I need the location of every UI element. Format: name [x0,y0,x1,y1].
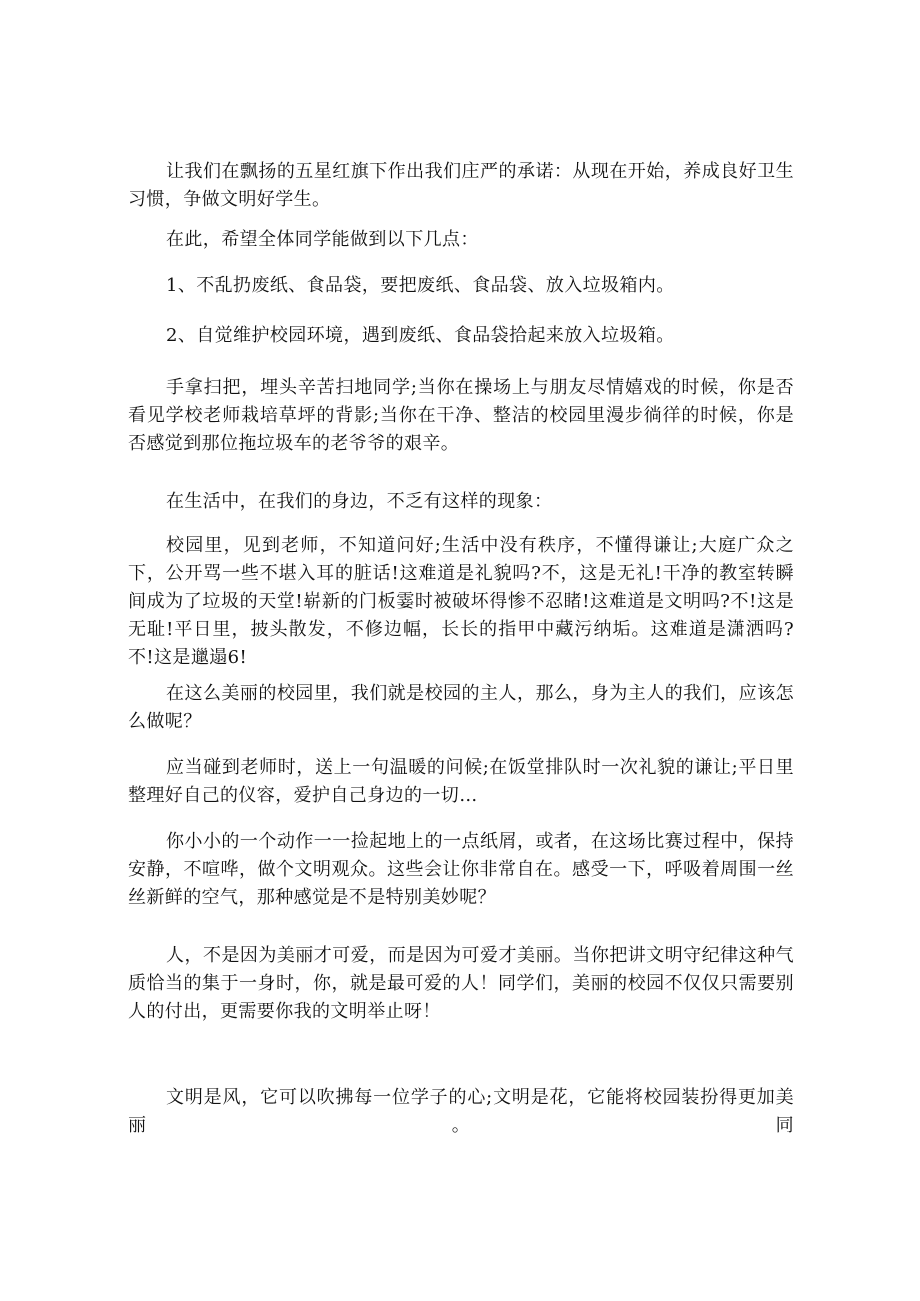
paragraph-sweepers: 手拿扫把，埋头辛苦扫地同学;当你在操场上与朋友尽情嬉戏的时候，你是否看见学校老师栽培草坪的背影;当你在干净、整洁的校园里漫步徜徉的时候，你是否感觉到那位拖垃圾车的老爷爷的艰辛。 [128,377,794,454]
paragraph-small-action: 你小小的一个动作一一捡起地上的一点纸屑，或者，在这场比赛过程中，保持安静，不喧哗，做个文明观众。这些会让你非常自在。感受一下，呼吸着周围一丝丝新鲜的空气，那种感觉是不是特别美妙呢？ [128,831,794,908]
paragraph-civilization: 文明是风，它可以吹拂每一位学子的心;文明是花，它能将校园装扮得更加美丽。同 [128,1087,794,1136]
paragraph-lovely: 人，不是因为美丽才可爱，而是因为可爱才美丽。当你把讲文明守纪律这种气质恰当的集于一身时，你，就是最可爱的人！同学们，美丽的校园不仅仅只需要别人的付出，更需要你我的文明举止呀！ [128,945,794,1022]
paragraph-owners: 在这么美丽的校园里，我们就是校园的主人，那么，身为主人的我们，应该怎么做呢？ [128,683,794,732]
paragraph-should: 应当碰到老师时，送上一句温暖的问候;在饭堂排队时一次礼貌的谦让;平日里整理好自己的仪容，爱护自己身边的一切… [128,757,794,806]
paragraph-pledge: 让我们在飘扬的五星红旗下作出我们庄严的承诺：从现在开始，养成良好卫生习惯，争做文明好学生。 [128,161,794,210]
list-item-1: 1、不乱扔废纸、食品袋，要把废纸、食品袋、放入垃圾箱内。 [166,275,675,296]
list-item-2: 2、自觉维护校园环境，遇到废纸、食品袋拾起来放入垃圾箱。 [166,325,675,346]
paragraph-phenomenon-intro: 在生活中，在我们的身边，不乏有这样的现象： [166,491,553,512]
paragraph-hope-intro: 在此，希望全体同学能做到以下几点： [166,229,479,250]
paragraph-phenomena: 校园里，见到老师，不知道问好;生活中没有秩序，不懂得谦让;大庭广众之下，公开骂一些不堪入耳的脏话!这难道是礼貌吗?不，这是无礼!干净的教室转瞬间成为了垃圾的天堂!崭新的门板霎时被破坏得惨不忍睹!这难道是文明吗?不!这是无耻!平日里，披头散发，不修边幅，长长的指甲中藏污纳垢。这难道是潇洒吗?不!这是邋遢6! [128,535,794,668]
